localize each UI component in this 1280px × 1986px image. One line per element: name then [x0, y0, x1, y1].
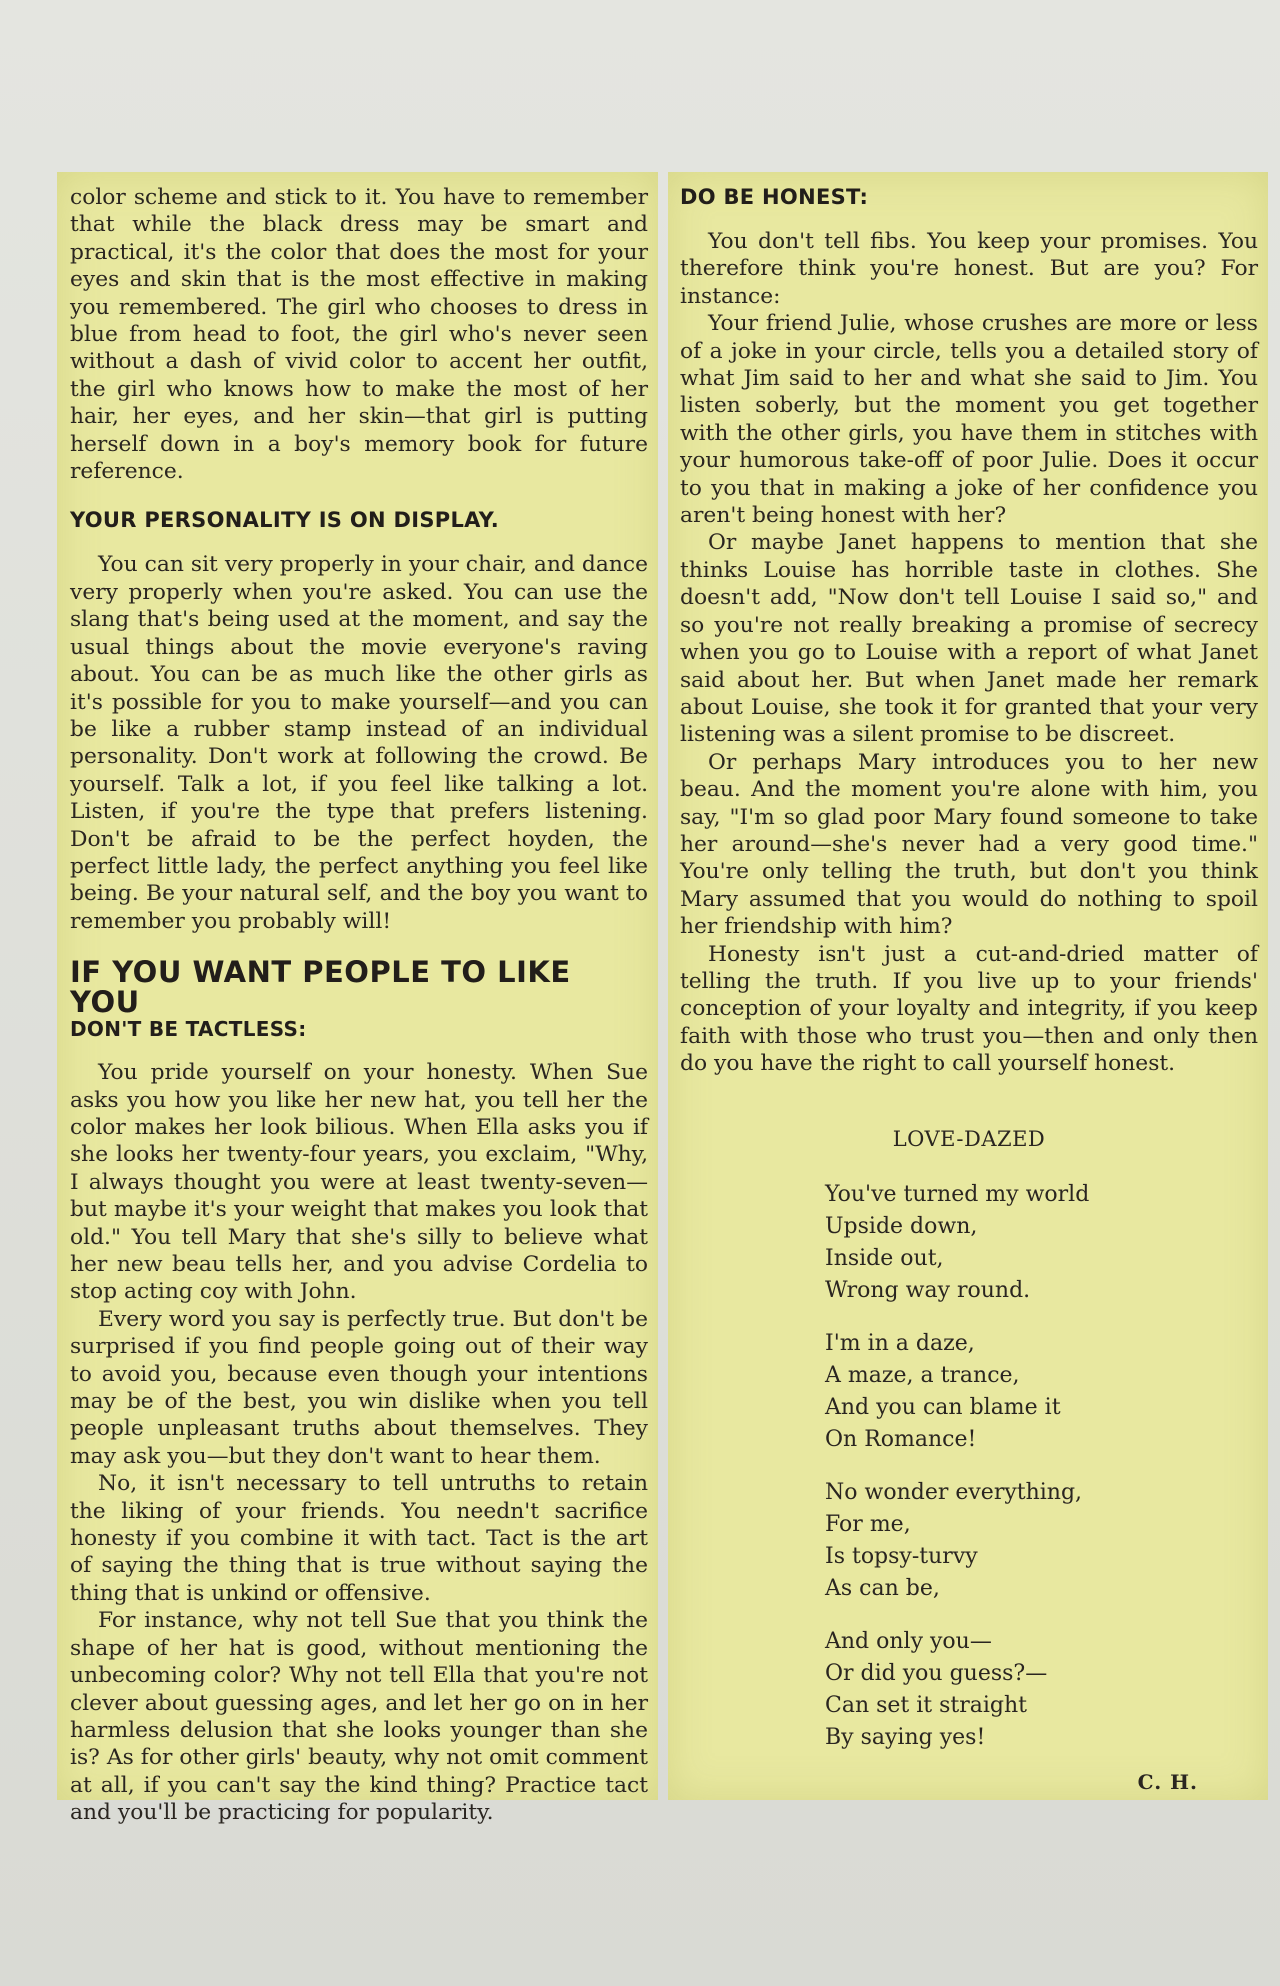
heading-honest: DO BE HONEST: [680, 185, 869, 209]
poem-line: By saying yes! [825, 1725, 986, 1750]
personality-paragraph: You can sit very properly in your chair, and dance very properly when you're asked. You can use the slang that's being used at the moment, and say the usual things about the movie everyone's raving about. You can be as much like the other girls as it's possible for you to make yourself—and you can be like a rubber stamp instead of an individual personality. Don't work at following the crowd. Be yourself. Talk a lot, if you feel like talking a lot. Listen, if you're the type that prefers listening. Don't be afraid to be the perfect hoyden, the perfect little lady, the perfect anything you feel like being. Be your natural self, and the boy you want to remember you probably will! [70, 552, 648, 934]
right-column [680, 184, 1258, 1796]
honest-paragraph: Your friend Julie, whose crushes are more or less of a joke in your circle, tells you a detailed story of what Jim said to her and what she said to Jim. You listen soberly, but the moment you get together with the other girls, you have them in stitches with your humorous take-off of poor Julie. Does it occur to you that in making a joke of her confidence you aren't being honest with her? [680, 311, 1258, 529]
poem-line: A maze, a trance, [825, 1363, 1020, 1388]
poem [825, 1179, 1258, 1754]
poem-stanza [825, 1626, 1258, 1754]
heading-like-you: IF YOU WANT PEOPLE TO LIKE YOU [70, 955, 571, 1020]
honest-paragraph: Or maybe Janet happens to mention that she thinks Louise has horrible taste in clothes. She doesn't add, "Now don't tell Louise I said so," and so you're not really breaking a promise of secrecy when you go to Louise with a report of what Janet said about her. But when Janet made her remark about Louise, she took it for granted that your very listening was a silent promise to be discreet. [680, 530, 1258, 748]
poem-line: And only you— [825, 1629, 992, 1654]
poem-title: LOVE-DAZED [892, 1126, 1046, 1151]
poem-line: Can set it straight [825, 1693, 1028, 1718]
poem-line: Wrong way round. [825, 1278, 1031, 1303]
poem-line: Inside out, [825, 1246, 944, 1271]
poem-stanza [825, 1179, 1258, 1307]
tactless-paragraph: For instance, why not tell Sue that you think the shape of her hat is good, without mentioning the unbecoming color? Why not tell Ella that you're not clever about guessing ages, and let her go on in her harmless delusion that she looks younger than she is? As for other girls' beauty, why not omit comment at all, if you can't say the kind thing? Practice tact and you'll be practicing for popularity. [70, 1608, 648, 1826]
tactless-paragraph: No, it isn't necessary to tell untruths to retain the liking of your friends. You needn't sacrifice honesty if you combine it with tact. Tact is the art of saying the thing that is true without saying the thing that is unkind or offensive. [70, 1471, 648, 1606]
intro-paragraph: color scheme and stick to it. You have to remember that while the black dress may be smart and practical, it's the color that does the most for your eyes and skin that is the most effective in making you remembered. The girl who chooses to dress in blue from head to foot, the girl who's never seen without a dash of vivid color to accent her outfit, the girl who knows how to make the most of her hair, her eyes, and her skin—that girl is putting herself down in a boy's memory book for future reference. [70, 185, 648, 485]
poem-signature: C. H. [1137, 1770, 1198, 1794]
poem-line: Is topsy-turvy [825, 1544, 978, 1569]
heading-personality: YOUR PERSONALITY IS ON DISPLAY. [70, 508, 499, 533]
honest-paragraph: Honesty isn't just a cut-and-dried matter of telling the truth. If you live up to your friends' conception of your loyalty and integrity, if you keep faith with those who trust you—then and only then do you have the right to call yourself honest. [680, 941, 1258, 1077]
poem-line: As can be, [825, 1576, 940, 1601]
poem-line: No wonder everything, [825, 1480, 1083, 1505]
poem-line: Or did you guess?— [825, 1661, 1048, 1686]
subheading-tactless: DON'T BE TACTLESS: [70, 1017, 307, 1042]
poem-line: Upside down, [825, 1214, 978, 1239]
honest-paragraph: Or perhaps Mary introduces you to her new beau. And the moment you're alone with him, you say, "I'm so glad poor Mary found someone to take her around—she's never had a very good time." You're only telling the truth, but don't you think Mary assumed that you would do nothing to spoil her friendship with him? [680, 749, 1258, 940]
tactless-paragraph: You pride yourself on your honesty. When Sue asks you how you like her new hat, you tell her the color makes her look bilious. When Ella asks you if she looks her twenty-four years, you exclaim, "Why, I always thought you were at least twenty-seven—but maybe it's your weight that makes you look that old." You tell Mary that she's silly to believe what her new beau tells her, and you advise Cordelia to stop acting coy with John. [70, 1060, 648, 1305]
poem-stanza [825, 1477, 1258, 1605]
honest-paragraph: You don't tell fibs. You keep your promises. You therefore think you're honest. But are you? For instance: [680, 229, 1258, 309]
poem-line: On Romance! [825, 1427, 977, 1452]
poem-line: And you can blame it [825, 1395, 1061, 1420]
poem-stanza [825, 1328, 1258, 1456]
poem-line: For me, [825, 1512, 911, 1537]
tactless-paragraph: Every word you say is perfectly true. But don't be surprised if you find people going out of their way to avoid you, because even though your intentions may be of the best, you win dislike when you tell people unpleasant truths about themselves. They may ask you—but they don't want to hear them. [70, 1306, 648, 1469]
poem-line: You've turned my world [825, 1182, 1090, 1207]
left-column [70, 184, 648, 1827]
poem-line: I'm in a daze, [825, 1331, 975, 1356]
